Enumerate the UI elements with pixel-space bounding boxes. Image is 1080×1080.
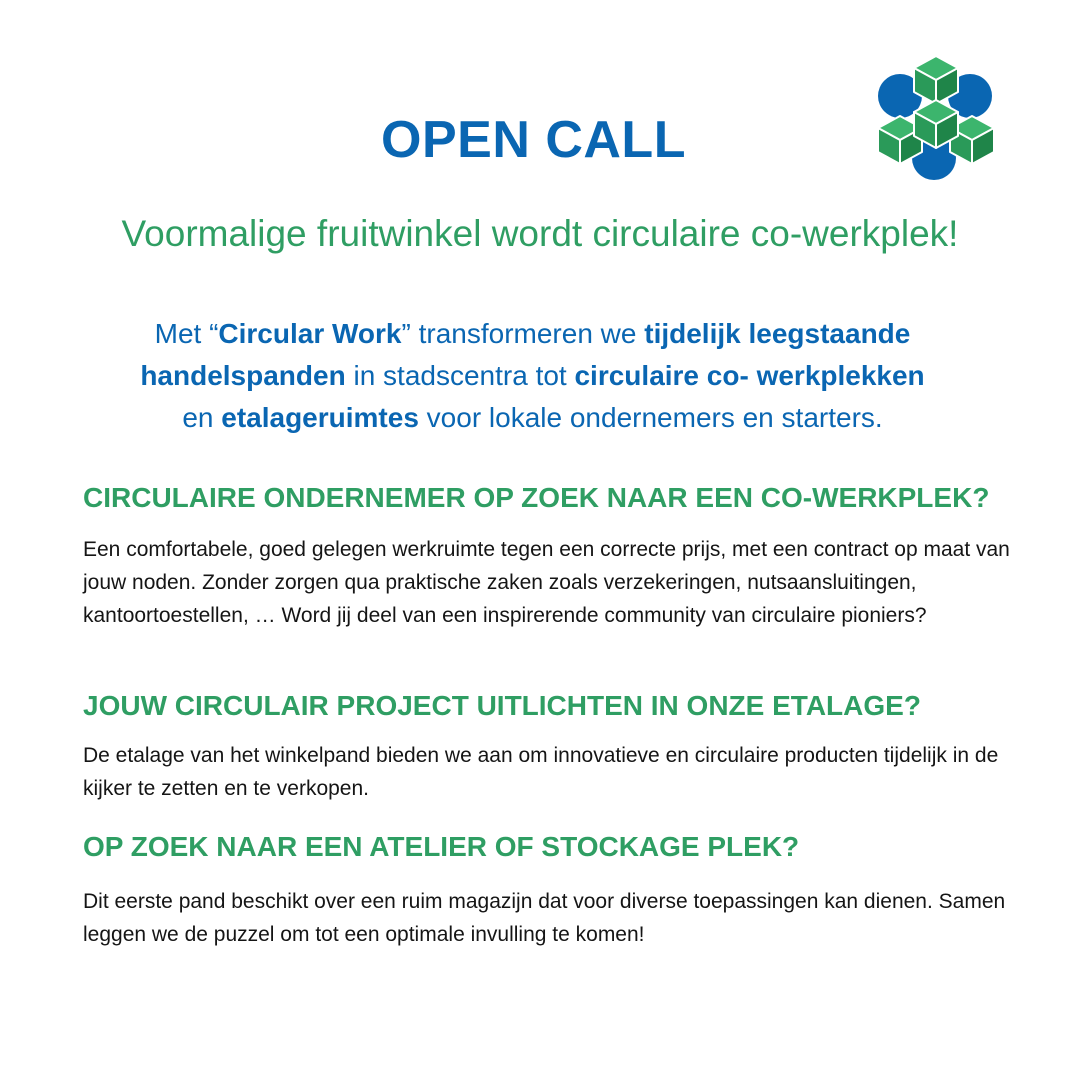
section-body-etalage: De etalage van het winkelpand bieden we aan om innovatieve en circulaire producten tijdelijk in de kijker te zetten en te verkopen. <box>83 744 999 800</box>
intro-span: ” transformeren we <box>401 318 645 349</box>
cubes-circles-logo-icon <box>876 54 996 182</box>
intro-bold: etalageruimtes <box>221 402 419 433</box>
heading-text: OF <box>486 831 542 862</box>
intro-span: en <box>182 402 222 433</box>
heading-bold: ATELIER <box>369 831 487 862</box>
intro-span: voor lokale ondernemers en starters. <box>418 402 883 433</box>
intro-span: in stadscentra tot <box>345 360 575 391</box>
heading-bold: STOCKAGE <box>541 831 700 862</box>
section-heading-co-werkplek <box>83 481 1043 515</box>
heading-text: ? <box>903 690 921 721</box>
heading-text: OP ZOEK NAAR EEN <box>83 831 370 862</box>
intro-bold-circular-work: Circular Work <box>218 318 402 349</box>
heading-bold: ETALAGE <box>772 690 904 721</box>
heading-text: CIRCULAIRE ONDERNEMER OP ZOEK NAAR EEN <box>83 482 761 513</box>
intro-text <box>60 313 1005 439</box>
intro-bold: tijdelijk leegstaande <box>644 318 911 349</box>
intro-bold: circulaire co- werkplekken <box>574 360 925 391</box>
heading-text: ? <box>972 482 990 513</box>
section-heading-atelier <box>83 830 1043 864</box>
section-body-co-werkplek: Een comfortabele, goed gelegen werkruimte tegen een correcte prijs, met een contract op maat van jouw noden. Zonder zorgen qua praktische zaken zoals verzekeringen, nutsaansluitingen, kantoortoestellen, … Word jij deel van een inspirerende community van circulaire pioniers? <box>83 538 1010 627</box>
heading-text: PLEK? <box>699 831 800 862</box>
intro-span: Met “ <box>154 318 219 349</box>
heading-text: JOUW CIRCULAIR PROJECT UITLICHTEN IN ONZE <box>83 690 773 721</box>
intro-bold: handelspanden <box>140 360 346 391</box>
section-heading-etalage <box>83 689 1043 723</box>
page-title: OPEN CALL <box>381 111 686 169</box>
heading-bold: CO-WERKPLEK <box>760 482 973 513</box>
section-body-atelier: Dit eerste pand beschikt over een ruim magazijn dat voor diverse toepassingen kan dienen. Samen leggen we de puzzel om tot een optimale invulling te komen! <box>83 890 1006 946</box>
subtitle: Voormalige fruitwinkel wordt circulaire co-werkplek! <box>121 213 959 254</box>
